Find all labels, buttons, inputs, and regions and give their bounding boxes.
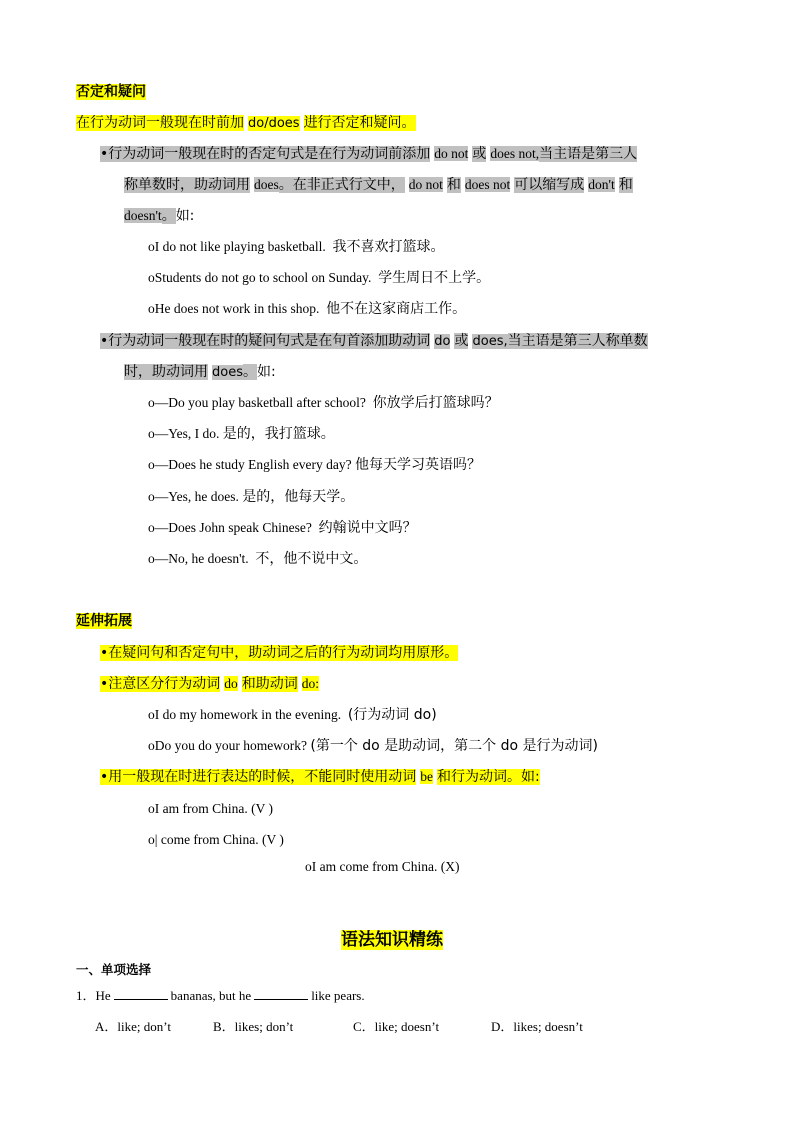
- intro-text-b: 进行否定和疑问。: [303, 115, 416, 131]
- example-line: [148, 549, 367, 569]
- example-en: oI do my homework in the evening.: [148, 707, 342, 722]
- example-line: [148, 705, 437, 725]
- example-en: oHe does not work in this shop.: [148, 301, 320, 316]
- rule-text: 。: [242, 364, 257, 380]
- keyword: does: [254, 177, 279, 192]
- intro-code: do/does: [248, 116, 300, 131]
- keyword: be: [420, 769, 434, 784]
- example-line: [148, 455, 481, 475]
- negation-rule-line-2: [124, 175, 633, 195]
- keyword: does not: [464, 177, 511, 192]
- example-en: oDo you do your homework?: [148, 738, 307, 753]
- bullet-text: 和助动词: [241, 676, 298, 692]
- keyword: do: [434, 334, 451, 349]
- example-en: o—Do you play basketball after school?: [148, 395, 366, 410]
- bullet-text: •注意区分行为动词: [100, 676, 221, 692]
- intro-line: [76, 113, 416, 134]
- example-en: o| come from China. (V ): [148, 832, 284, 847]
- example-line: [148, 424, 335, 444]
- example-zh: (第一个 do 是助动词，第二个 do 是行为动词): [310, 738, 598, 754]
- example-line: [148, 830, 284, 850]
- question-number: 1．He: [76, 988, 111, 1003]
- keyword: doesn't: [124, 208, 162, 223]
- question-text: bananas, but he: [170, 988, 252, 1003]
- option-c[interactable]: C．like; doesn’t: [353, 1019, 440, 1034]
- example-en: o—Does he study English every day?: [148, 457, 352, 472]
- example-line: [305, 857, 459, 877]
- example-en: oI do not like playing basketball.: [148, 239, 326, 254]
- question-1: [76, 986, 365, 1006]
- example-line: [148, 736, 598, 756]
- answer-blank-1[interactable]: [114, 986, 168, 1000]
- example-zh: 是的，我打篮球。: [222, 426, 335, 442]
- rule-text: 。: [161, 208, 176, 224]
- example-line: [148, 518, 417, 538]
- rule-text: 可以缩写成: [514, 177, 585, 193]
- example-en: oI am from China. (V ): [148, 801, 273, 816]
- example-zh: (行为动词 do): [347, 707, 437, 723]
- bullet-text: 和行为动词。如:: [437, 769, 540, 785]
- section-heading-extension: [76, 611, 132, 631]
- rule-text: 和: [618, 177, 633, 193]
- part-label: [76, 960, 151, 980]
- rule-text: 如:: [256, 364, 276, 380]
- question-text: like pears.: [311, 988, 365, 1003]
- example-zh: 你放学后打篮球吗？: [372, 395, 499, 411]
- example-zh: 不，他不说中文。: [255, 551, 368, 567]
- part-label-text: 一、单项选择: [76, 962, 152, 977]
- keyword: do not: [408, 177, 443, 192]
- keyword: do not: [434, 146, 469, 161]
- example-zh: 约翰说中文吗？: [318, 520, 417, 536]
- extension-bullet-3: [100, 767, 540, 787]
- keyword: does: [212, 365, 243, 380]
- rule-text: 。在非正式行文中，: [278, 177, 405, 193]
- rule-text: 当主语是第三人称单数: [507, 333, 648, 349]
- section-heading-negation-question: [76, 82, 146, 102]
- keyword: don't: [588, 177, 615, 192]
- example-en: o—Yes, I do.: [148, 426, 220, 441]
- option-a[interactable]: A．like; don’t: [95, 1019, 171, 1034]
- rule-text: 或: [472, 146, 487, 162]
- example-en: o—Does John speak Chinese?: [148, 520, 312, 535]
- example-line: [148, 487, 354, 507]
- title-text: 语法知识精练: [341, 930, 443, 950]
- extension-bullet-2: [100, 674, 319, 694]
- option-d[interactable]: D．likes; doesn’t: [491, 1019, 583, 1034]
- rule-text: 当主语是第三人: [539, 146, 638, 162]
- intro-text-a: 在行为动词一般现在时前加: [76, 115, 244, 131]
- extension-bullet-1: [100, 643, 458, 663]
- rule-text: 时，助动词用: [124, 364, 208, 380]
- example-line: [148, 393, 499, 413]
- practice-title: [341, 929, 443, 951]
- example-en: oI am come from China. (X): [305, 859, 460, 874]
- keyword: do: [224, 676, 238, 691]
- negation-rule-line-1: [100, 144, 637, 164]
- question-rule-line-1: [100, 331, 648, 352]
- bullet-text: •在疑问句和否定句中，助动词之后的行为动词均用原形。: [100, 645, 459, 661]
- heading-text: 否定和疑问: [76, 84, 146, 100]
- bullet-text: •用一般现在时进行表达的时候，不能同时使用动词: [100, 769, 417, 785]
- example-zh: 他不在这家商店工作。: [326, 301, 467, 317]
- example-zh: 他每天学习英语吗？: [354, 457, 481, 473]
- rule-text: 和: [446, 177, 461, 193]
- example-en: o—No, he doesn't.: [148, 551, 249, 566]
- rule-text: 或: [454, 333, 469, 349]
- keyword: does not,: [490, 146, 540, 161]
- example-line: [148, 268, 490, 288]
- rule-text: •行为动词一般现在时的疑问句式是在句首添加助动词: [100, 333, 431, 349]
- heading-text: 延伸拓展: [76, 613, 132, 629]
- rule-text: •行为动词一般现在时的否定句式是在行为动词前添加: [100, 146, 431, 162]
- keyword: do:: [301, 676, 320, 691]
- rule-text: 称单数时，助动词用: [124, 177, 250, 193]
- example-en: o—Yes, he does.: [148, 489, 239, 504]
- negation-rule-line-3: [124, 206, 194, 226]
- answer-blank-2[interactable]: [254, 986, 308, 1000]
- example-en: oStudents do not go to school on Sunday.: [148, 270, 372, 285]
- example-zh: 我不喜欢打篮球。: [332, 239, 445, 255]
- question-rule-line-2: [124, 362, 276, 383]
- rule-text: 如:: [175, 208, 195, 224]
- example-zh: 是的，他每天学。: [242, 489, 355, 505]
- keyword: does,: [472, 334, 508, 349]
- example-line: [148, 237, 444, 257]
- example-line: [148, 299, 466, 319]
- example-zh: 学生周日不上学。: [378, 270, 491, 286]
- option-b[interactable]: B．likes; don’t: [213, 1019, 294, 1034]
- example-line: [148, 799, 273, 819]
